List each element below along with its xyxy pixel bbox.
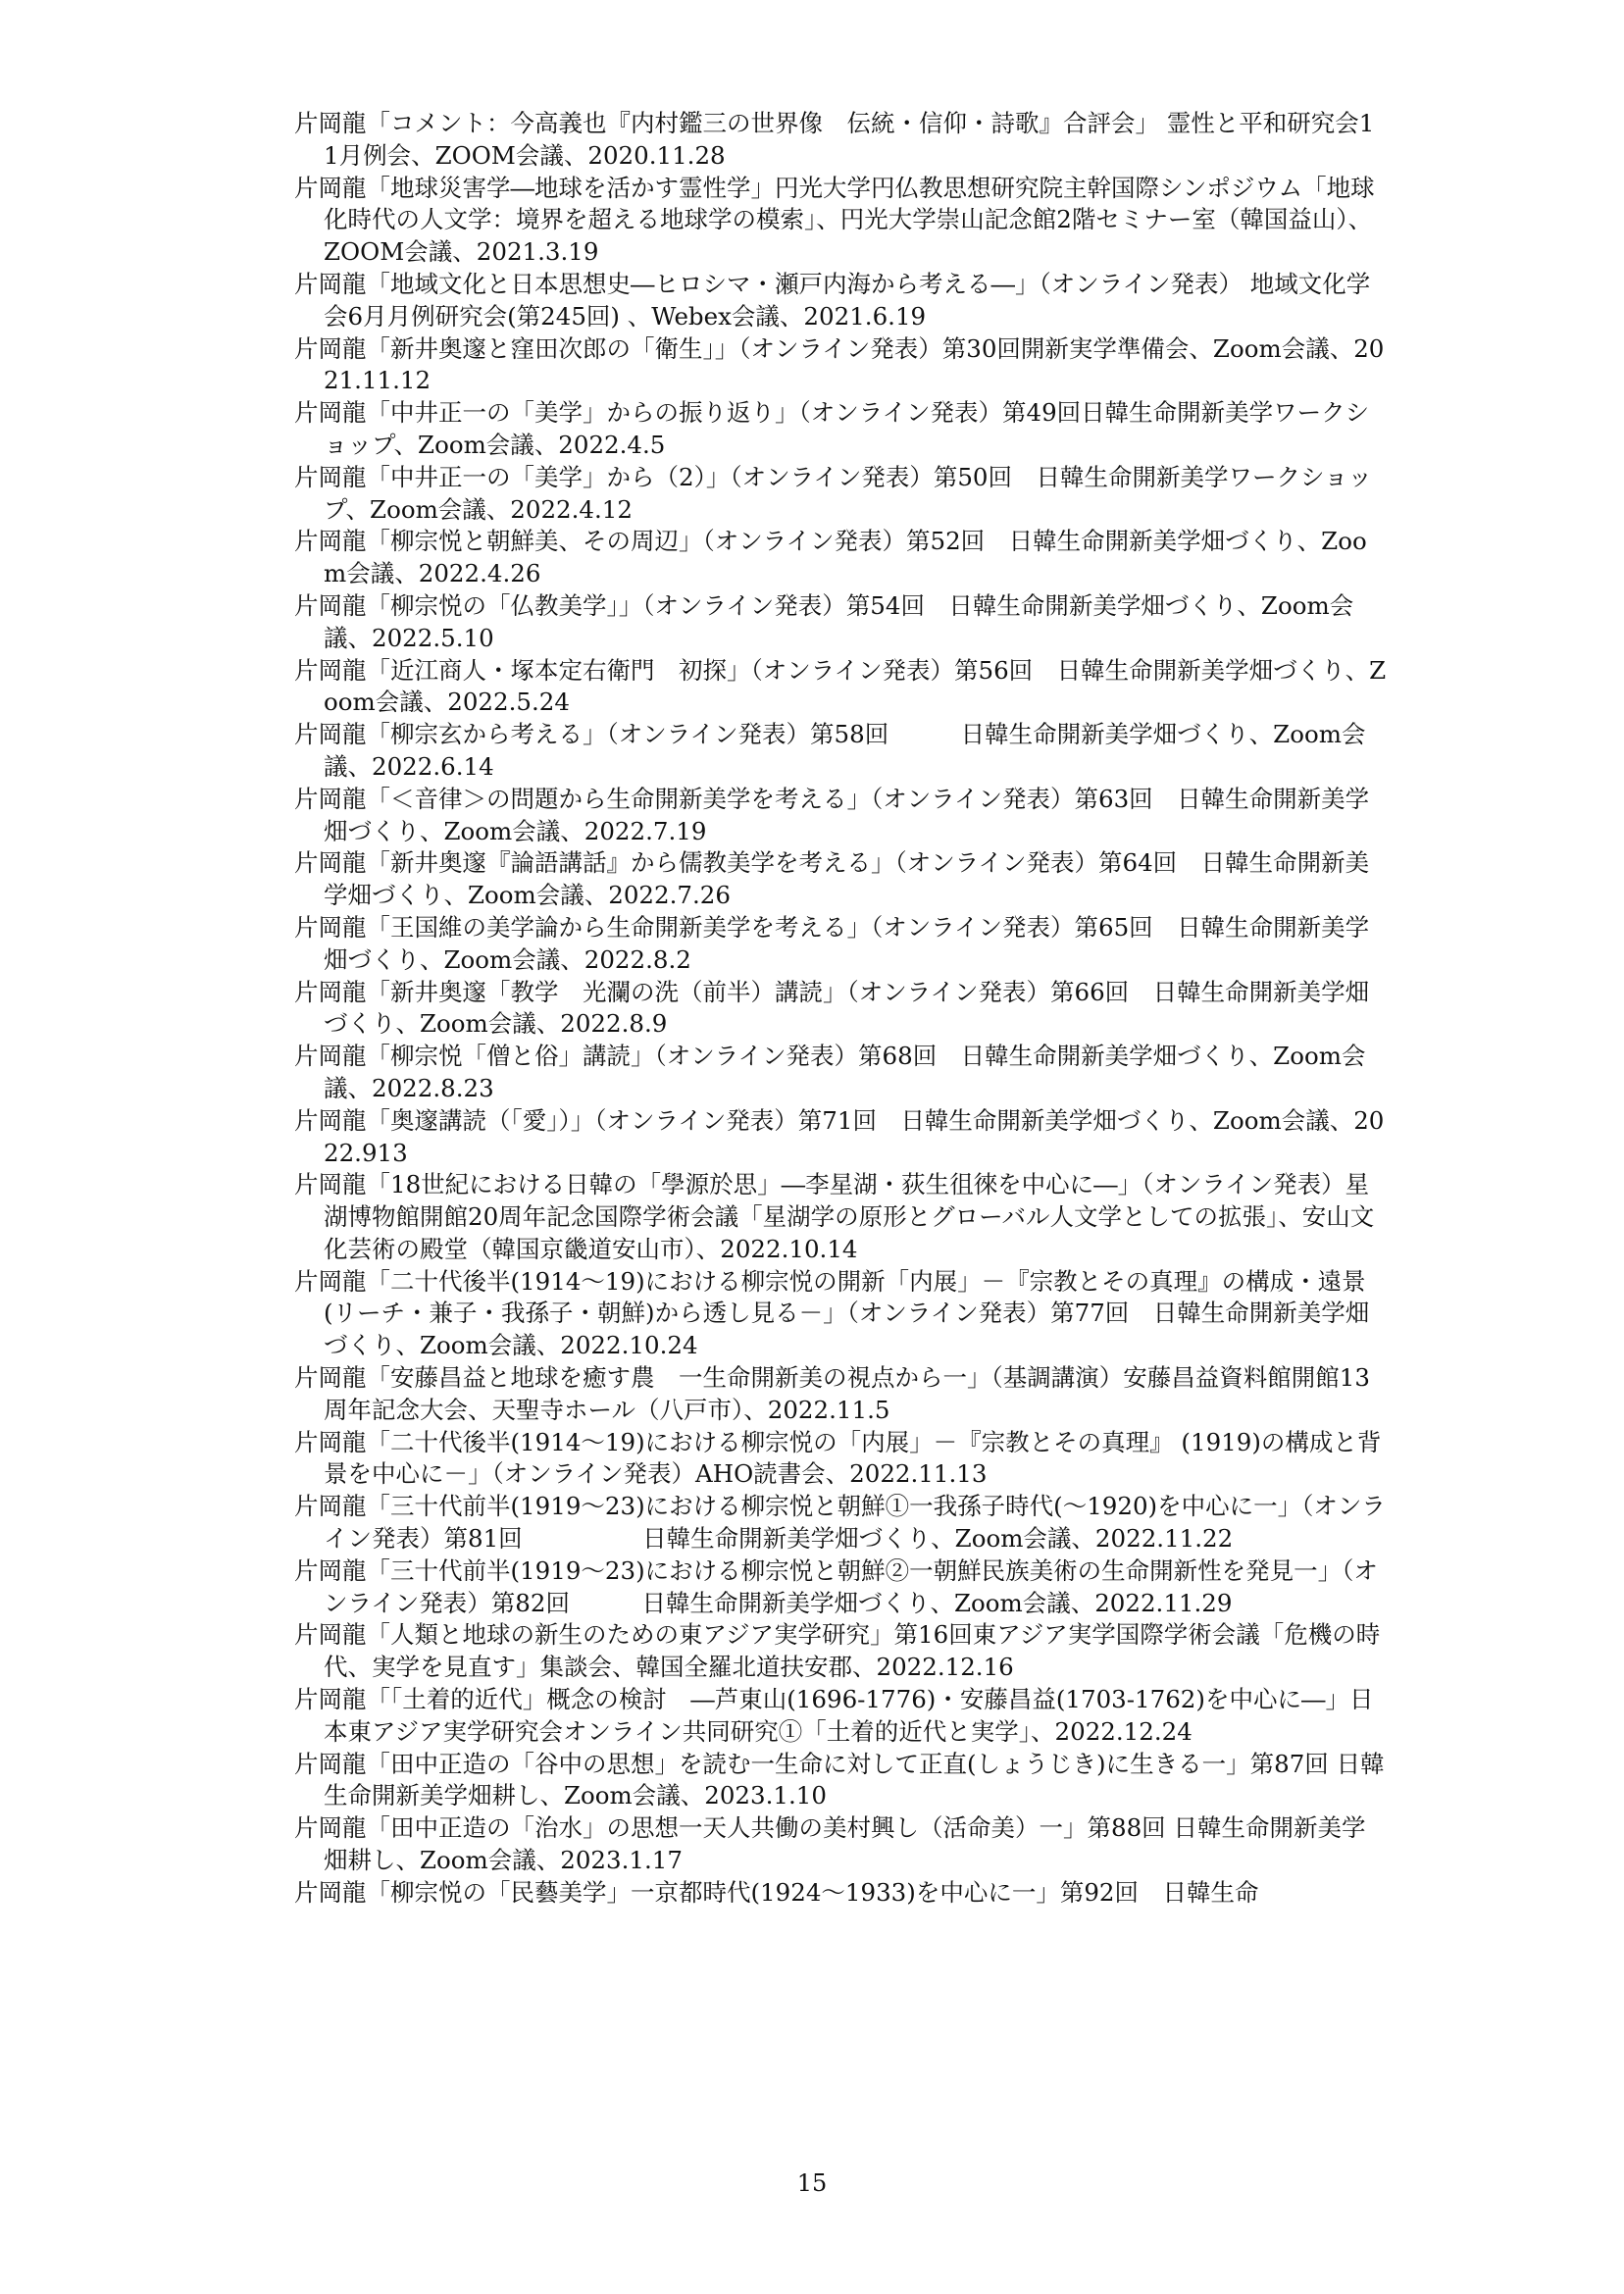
list-item: 片岡龍「新井奥邃と窪田次郎の「衛生」」（オンライン発表）第30回開新実学準備会、Zoom会議、2021.11.12 (294, 333, 1385, 395)
list-item: 片岡龍「＜音律＞の問題から生命開新美学を考える」（オンライン発表）第63回 日韓生命開新美学畑づくり、Zoom会議、2022.7.19 (294, 784, 1370, 845)
list-item: 片岡龍「奥邃講読（「愛」）」（オンライン発表）第71回 日韓生命開新美学畑づくり、Zoom会議、2022.913 (294, 1105, 1385, 1167)
presentation-list (294, 108, 1388, 1910)
list-item: 片岡龍「コメント：今高義也『内村鑑三の世界像 伝統・信仰・詩歌』合評会」 霊性と平和研究会11月例会、ZOOM会議、2020.11.28 (294, 109, 1375, 170)
list-item: 片岡龍「新井奥邃『論語講話』から儒教美学を考える」（オンライン発表）第64回 日韓生命開新美学畑づくり、Zoom会議、2022.7.26 (294, 848, 1370, 910)
list-item: 片岡龍「柳宗玄から考える」（オンライン発表）第58回 日韓生命開新美学畑づくり、Zoom会議、2022.6.14 (294, 720, 1366, 781)
list-item: 片岡龍「柳宗悦の「民藝美学」一京都時代(1924～1933)を中心に一」第92回 日韓生命 (294, 1877, 1259, 1907)
list-item: 片岡龍「近江商人・塚本定右衛門 初探」（オンライン発表）第56回 日韓生命開新美学畑づくり、Zoom会議、2022.5.24 (294, 655, 1387, 717)
list-item: 片岡龍「新井奥邃「教学 光瀾の洗（前半）講読」（オンライン発表）第66回 日韓生命開新美学畑づくり、Zoom会議、2022.8.9 (294, 977, 1370, 1039)
list-item: 片岡龍「安藤昌益と地球を癒す農 一生命開新美の視点から一」（基調講演）安藤昌益資料館開館13周年記念大会、天聖寺ホール（八戸市）、2022.11.5 (294, 1363, 1370, 1424)
list-item: 片岡龍「田中正造の「谷中の思想」を読む一生命に対して正直(しょうじき)に生きる一」第87回 日韓生命開新美学畑耕し、Zoom会議、2023.1.10 (294, 1749, 1385, 1810)
list-item: 片岡龍「三十代前半(1919～23)における柳宗悦と朝鮮①一我孫子時代(～1920)を中心に一」（オンライン発表）第81回 日韓生命開新美学畑づくり、Zoom会議、2022.11.22 (294, 1492, 1386, 1554)
list-item: 片岡龍「二十代後半(1914～19)における柳宗悦の「内展」－『宗教とその真理』 (1919)の構成と背景を中心に－」（オンライン発表）AHO読書会、2022.11.13 (294, 1427, 1382, 1489)
list-item: 片岡龍「柳宗悦「僧と俗」講読」（オンライン発表）第68回 日韓生命開新美学畑づくり、Zoom会議、2022.8.23 (294, 1042, 1366, 1102)
list-item: 片岡龍「人類と地球の新生のための東アジア実学研究」第16回東アジア実学国際学術会議「危機の時代、実学を見直す」集談会、韓国全羅北道扶安郡、2022.12.16 (294, 1620, 1381, 1682)
list-item: 片岡龍「中井正一の「美学」からの振り返り」（オンライン発表）第49回日韓生命開新美学ワークショップ、Zoom会議、2022.4.5 (294, 398, 1370, 459)
list-item: 片岡龍「「土着的近代」概念の検討 ―芦東山(1696-1776)・安藤昌益(1703-1762)を中心に―」日本東アジア実学研究会オンライン共同研究①「土着的近代と実学」、2022.12.24 (294, 1685, 1374, 1746)
list-item: 片岡龍「地球災害学―地球を活かす霊性学」円光大学円仏教思想研究院主幹国際シンポジウム「地球化時代の人文学：境界を超える地球学の模索」、円光大学崇山記念館2階セミナー室（韓国益山）、ZOOM会議、2021.3.19 (294, 173, 1375, 267)
list-item: 片岡龍「三十代前半(1919～23)における柳宗悦と朝鮮②一朝鮮民族美術の生命開新性を発見一」（オンライン発表）第82回 日韓生命開新美学畑づくり、Zoom会議、2022.11.29 (294, 1555, 1378, 1617)
list-item: 片岡龍「田中正造の「治水」の思想一天人共働の美村興し（活命美）一」第88回 日韓生命開新美学畑耕し、Zoom会議、2023.1.17 (294, 1813, 1366, 1875)
list-item: 片岡龍「18世紀における日韓の「學源於思」―李星湖・荻生徂徠を中心に―」（オンライン発表）星湖博物館開館20周年記念国際学術会議「星湖学の原形とグローバル人文学としての拡張」、安山文化芸術の殿堂（韓国京畿道安山市）、2022.10.14 (294, 1170, 1375, 1263)
list-item: 片岡龍「二十代後半(1914～19)における柳宗悦の開新「内展」－『宗教とその真理』の構成・遠景(リーチ・兼子・我孫子・朝鮮)から透し見る－」（オンライン発表）第77回 日韓生命開新美学畑づくり、Zoom会議、2022.10.24 (294, 1266, 1370, 1360)
list-item: 片岡龍「柳宗悦の「仏教美学」」（オンライン発表）第54回 日韓生命開新美学畑づくり、Zoom会議、2022.5.10 (294, 590, 1354, 652)
list-item: 片岡龍「王国維の美学論から生命開新美学を考える」（オンライン発表）第65回 日韓生命開新美学畑づくり、Zoom会議、2022.8.2 (294, 912, 1370, 974)
list-item: 片岡龍「柳宗悦と朝鮮美、その周辺」（オンライン発表）第52回 日韓生命開新美学畑づくり、Zoom会議、2022.4.26 (294, 527, 1367, 588)
list-item: 片岡龍「中井正一の「美学」から（2）」（オンライン発表）第50回 日韓生命開新美学ワークショップ、Zoom会議、2022.4.12 (294, 462, 1373, 524)
list-item: 片岡龍「地域文化と日本思想史―ヒロシマ・瀬戸内海から考える―」（オンライン発表） 地域文化学会6月月例研究会(第245回) 、Webex会議、2021.6.19 (294, 269, 1371, 331)
page-number: 15 (796, 2169, 828, 2197)
